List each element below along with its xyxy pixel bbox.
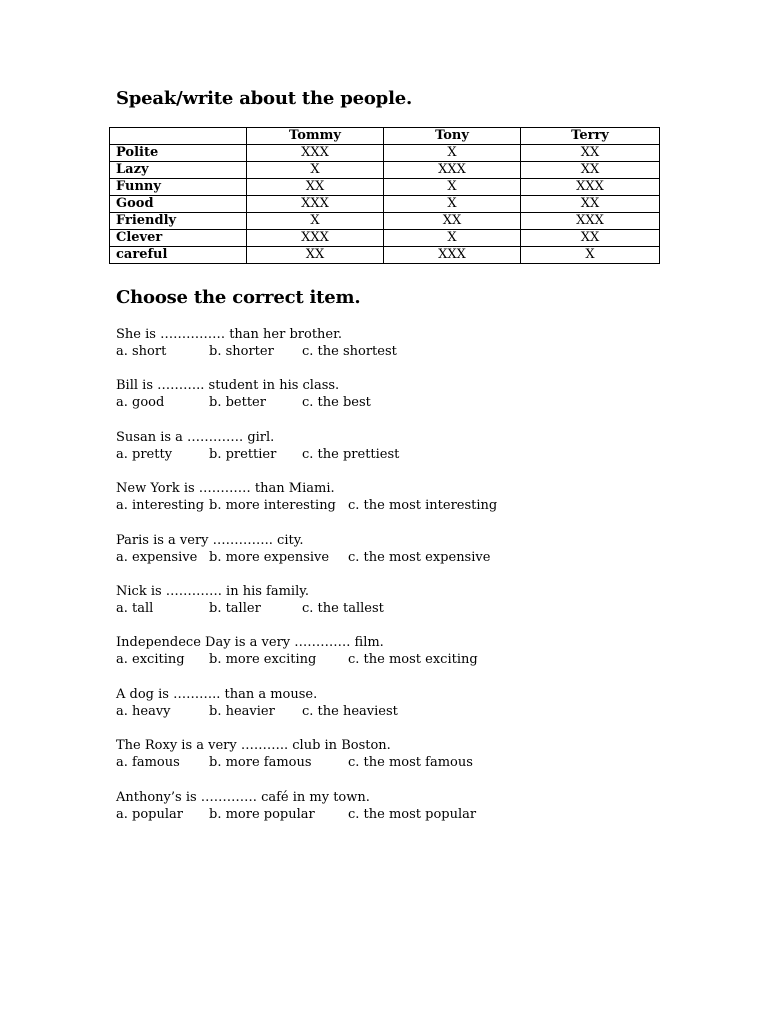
option-c[interactable]: c. the most famous: [348, 755, 473, 771]
answer-options: [116, 343, 676, 360]
table-cell: X: [384, 230, 521, 247]
question-stem: The Roxy is a very ……….. club in Boston.: [116, 738, 391, 754]
option-c[interactable]: c. the most popular: [348, 806, 477, 822]
table-header-tommy: Tommy: [247, 128, 384, 145]
answer-options: [116, 549, 676, 566]
table-cell: X: [521, 247, 660, 264]
table-cell: XX: [521, 145, 660, 162]
option-b[interactable]: b. shorter: [209, 344, 274, 359]
answer-options: [116, 446, 676, 463]
question-item: [116, 429, 676, 480]
option-a[interactable]: a. interesting: [116, 498, 205, 514]
question-stem: Anthony’s is …………. café in my town.: [116, 789, 370, 805]
row-label: Friendly: [110, 213, 247, 230]
question-stem: Susan is a …………. girl.: [116, 429, 275, 445]
answer-options: [116, 651, 676, 668]
table-cell: X: [384, 179, 521, 196]
table-cell: XX: [247, 179, 384, 196]
answer-options: [116, 806, 676, 823]
table-row: [110, 196, 660, 213]
question-stem: Paris is a very ………….. city.: [116, 532, 304, 548]
table-cell: X: [384, 145, 521, 162]
table-cell: XXX: [521, 213, 660, 230]
option-b[interactable]: b. taller: [209, 600, 261, 616]
answer-options: [116, 394, 676, 411]
question-item: [116, 634, 676, 685]
table-row: [110, 162, 660, 179]
option-c[interactable]: c. the shortest: [302, 344, 397, 359]
row-label: Funny: [110, 179, 247, 196]
question-item: [116, 377, 676, 428]
row-label: careful: [110, 247, 247, 264]
answer-options: [116, 703, 676, 720]
table-row: [110, 145, 660, 162]
question-item: [116, 737, 676, 788]
option-a[interactable]: a. short: [116, 344, 167, 359]
option-b[interactable]: b. heavier: [209, 703, 275, 719]
option-b[interactable]: b. more popular: [209, 806, 315, 822]
section-title-speak: Speak/write about the people.: [116, 88, 413, 109]
question-item: [116, 532, 676, 583]
table-row: [110, 247, 660, 264]
section-title-choose: Choose the correct item.: [116, 287, 361, 308]
question-stem: Nick is …………. in his family.: [116, 583, 310, 599]
question-stem: A dog is ……….. than a mouse.: [116, 686, 318, 702]
table-row: [110, 179, 660, 196]
answer-options: [116, 600, 676, 617]
question-item: [116, 686, 676, 737]
option-a[interactable]: a. tall: [116, 600, 154, 616]
table-row: [110, 230, 660, 247]
question-stem: New York is ………… than Miami.: [116, 481, 335, 497]
row-label: Good: [110, 196, 247, 213]
option-b[interactable]: b. better: [209, 395, 266, 411]
table-cell: XXX: [384, 247, 521, 264]
table-cell: XXX: [247, 145, 384, 162]
option-c[interactable]: c. the most interesting: [348, 498, 498, 514]
option-c[interactable]: c. the most expensive: [348, 549, 491, 565]
question-stem: Independece Day is a very …………. film.: [116, 635, 384, 651]
answer-options: [116, 754, 676, 771]
table-cell: XXX: [521, 179, 660, 196]
option-b[interactable]: b. more famous: [209, 755, 312, 771]
table-header-terry: Terry: [521, 128, 660, 145]
question-stem: Bill is ……….. student in his class.: [116, 378, 340, 394]
option-b[interactable]: b. more interesting: [209, 498, 336, 514]
table-cell: XX: [247, 247, 384, 264]
answer-options: [116, 497, 676, 514]
option-a[interactable]: a. good: [116, 395, 165, 411]
option-b[interactable]: b. more exciting: [209, 652, 317, 668]
table-header-tony: Tony: [384, 128, 521, 145]
question-item: [116, 326, 676, 377]
option-b[interactable]: b. more expensive: [209, 549, 330, 565]
option-a[interactable]: a. heavy: [116, 703, 171, 719]
option-a[interactable]: a. pretty: [116, 446, 173, 462]
row-label: Polite: [110, 145, 247, 162]
option-c[interactable]: c. the heaviest: [302, 703, 398, 719]
table-cell: X: [384, 196, 521, 213]
option-a[interactable]: a. famous: [116, 755, 180, 771]
option-a[interactable]: a. popular: [116, 806, 183, 822]
option-a[interactable]: a. expensive: [116, 549, 198, 565]
question-item: [116, 583, 676, 634]
option-c[interactable]: c. the best: [302, 395, 371, 411]
table-cell: XXX: [247, 196, 384, 213]
option-a[interactable]: a. exciting: [116, 652, 185, 668]
row-label: Lazy: [110, 162, 247, 179]
table-header-row: [110, 128, 660, 145]
people-traits-table: [109, 127, 660, 264]
table-row: [110, 213, 660, 230]
question-item: [116, 480, 676, 531]
table-cell: XX: [521, 196, 660, 213]
question-item: [116, 789, 676, 840]
table-cell: XX: [521, 162, 660, 179]
table-cell: XX: [384, 213, 521, 230]
table-cell: XX: [521, 230, 660, 247]
option-b[interactable]: b. prettier: [209, 446, 277, 462]
option-c[interactable]: c. the prettiest: [302, 446, 400, 462]
table-cell: X: [247, 213, 384, 230]
option-c[interactable]: c. the most exciting: [348, 652, 478, 668]
table-cell: XXX: [384, 162, 521, 179]
table-header-corner: [110, 128, 247, 145]
table-cell: X: [247, 162, 384, 179]
question-list: [116, 326, 676, 840]
question-stem: She is …………… than her brother.: [116, 327, 343, 342]
row-label: Clever: [110, 230, 247, 247]
option-c[interactable]: c. the tallest: [302, 600, 384, 616]
table-cell: XXX: [247, 230, 384, 247]
